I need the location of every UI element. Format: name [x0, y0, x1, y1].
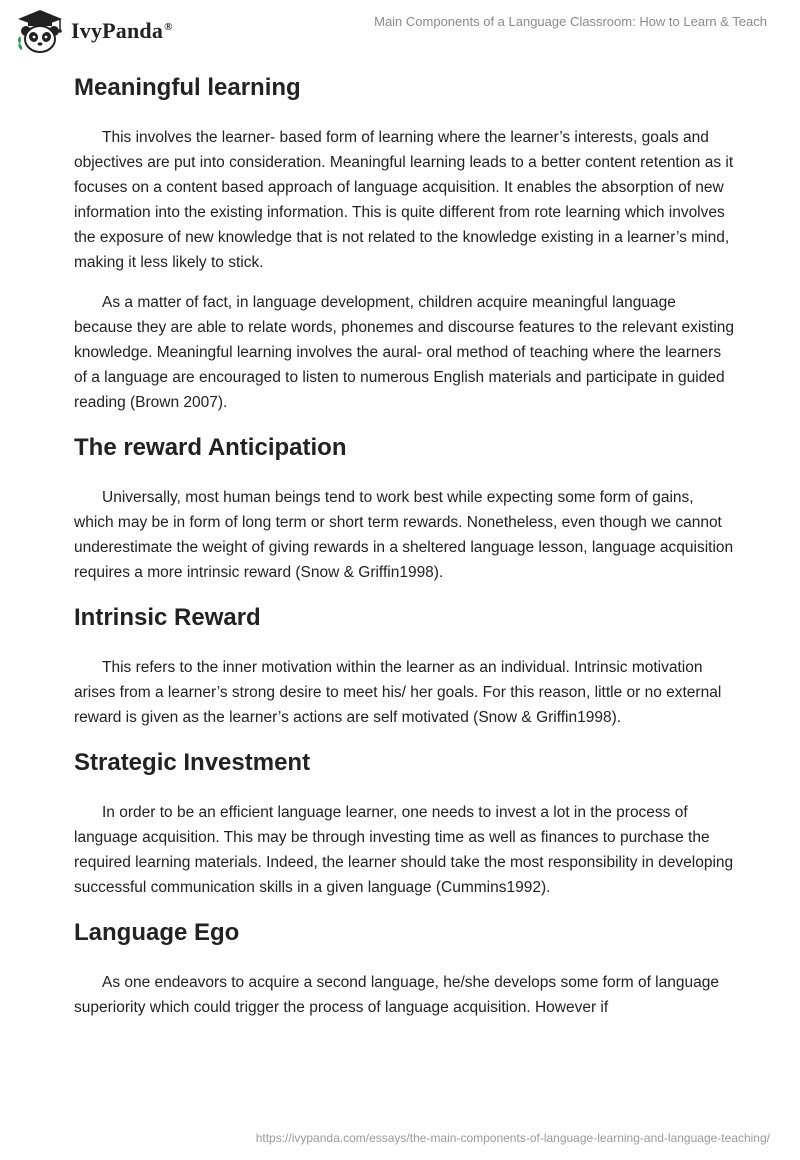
section-heading: Language Ego — [74, 919, 240, 946]
section-heading: Strategic Investment — [74, 749, 311, 776]
paragraph: This refers to the inner motivation within the learner as an individual. Intrinsic motivation arises from a learner’s strong desire to meet his/ her goals. For this reason, little or no external reward is given as the learner’s actions are self motivated (Snow & Griffin1998). — [74, 659, 722, 726]
paragraph: As one endeavors to acquire a second language, he/she develops some form of language superiority which could trigger the process of language acquisition. However if — [74, 974, 719, 1016]
document-title: Main Components of a Language Classroom: How to Learn & Teach — [374, 14, 767, 29]
section-heading: The reward Anticipation — [74, 434, 347, 461]
panda-graduate-icon — [14, 8, 66, 54]
paragraph: In order to be an efficient language learner, one needs to invest a lot in the process of language acquisition. This may be through investing time as well as finances to purchase the required learning materials. Indeed, the learner should take the most responsibility in developing successful communication skills in a given language (Cummins1992). — [74, 804, 734, 896]
paragraph: Universally, most human beings tend to work best while expecting some form of gains, which may be in form of long term or short term rewards. Nonetheless, even though we cannot underestimate the weight of giving rewards in a sheltered language lesson, language acquisition requires a more intrinsic reward (Snow & Griffin1998). — [74, 489, 734, 581]
paragraph: This involves the learner- based form of learning where the learner’s interests, goals and objectives are put into consideration. Meaningful learning leads to a better content retention as it focuses on a content based approach of language acquisition. It enables the absorption of new information into the existing information. This is quite different from rote learning which involves the exposure of new knowledge that is not related to the knowledge existing in a learner’s mind, making it less likely to stick. — [74, 129, 734, 271]
logo-wordmark: IvyPanda® — [71, 18, 173, 43]
section-reward-anticipation — [74, 430, 734, 585]
section-language-ego — [74, 915, 734, 1020]
page-header — [0, 0, 800, 60]
paragraph: As a matter of fact, in language development, children acquire meaningful language because they are able to relate words, phonemes and discourse features to the relevant existing knowledge. Meaningful learning involves the aural- oral method of teaching where the learners of a language are encouraged to listen to numerous English materials and participate in guided reading (Brown 2007). — [74, 294, 735, 411]
section-heading: Intrinsic Reward — [74, 604, 261, 631]
ivypanda-logo[interactable] — [14, 8, 173, 54]
article-body — [74, 70, 734, 1035]
source-url-link[interactable]: https://ivypanda.com/essays/the-main-components-of-language-learning-and-language-teaching/ — [255, 1131, 770, 1145]
section-meaningful-learning — [74, 70, 734, 415]
section-heading: Meaningful learning — [74, 74, 301, 101]
section-strategic-investment — [74, 745, 734, 900]
section-intrinsic-reward — [74, 600, 734, 730]
